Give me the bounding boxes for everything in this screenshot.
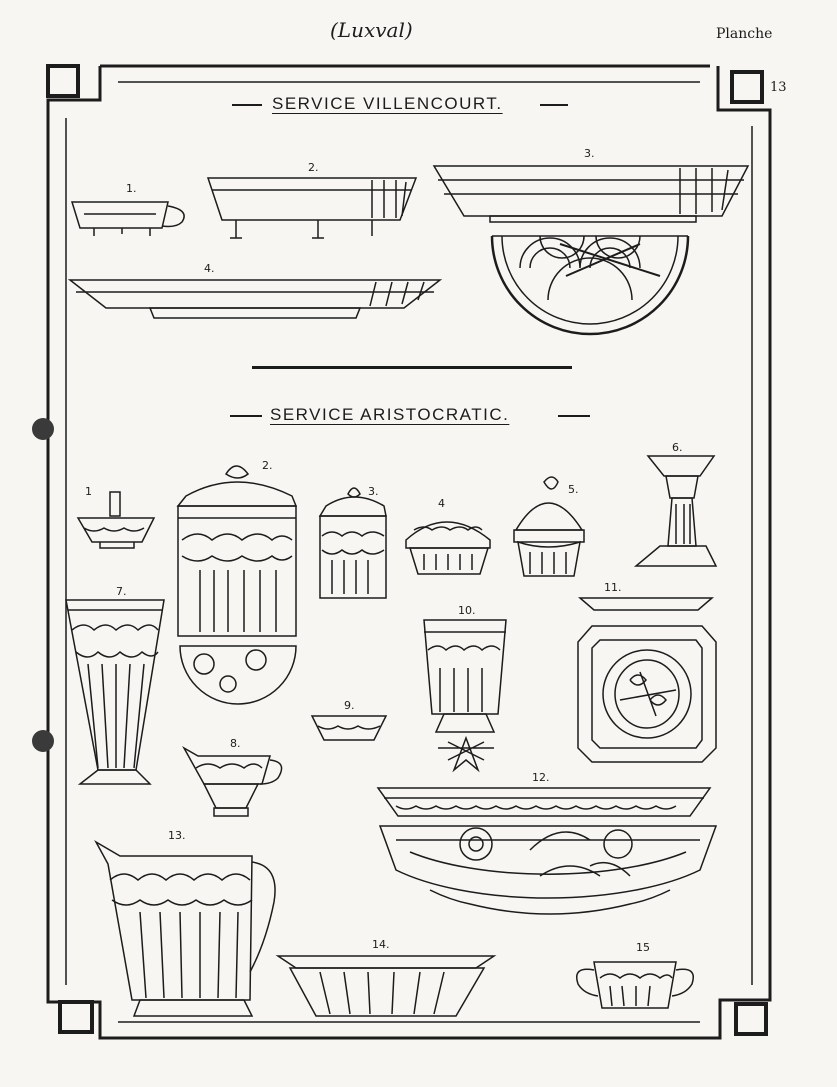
section-title-villencourt: SERVICE VILLENCOURT.: [272, 94, 503, 113]
item-number: 6.: [672, 441, 683, 454]
covered-jar-icon: [178, 466, 296, 704]
footed-goblet-icon: [424, 620, 506, 770]
item-number: 15: [636, 941, 650, 954]
small-dish-icon: [312, 716, 386, 740]
item-number: 4: [438, 497, 445, 510]
vase-icon: [66, 600, 164, 784]
item-number: 12.: [532, 771, 550, 784]
catalog-title: (Luxval): [330, 18, 413, 42]
item-number: 5.: [568, 483, 579, 496]
footed-bowl-icon: [208, 178, 416, 238]
oval-bowl-icon: [278, 956, 494, 1016]
item-number: 13.: [168, 829, 186, 842]
item-number: 7.: [116, 585, 127, 598]
item-number: 14.: [372, 938, 390, 951]
small-covered-jar-icon: [320, 485, 386, 598]
item-number: 3.: [584, 147, 595, 160]
platter-icon: [70, 280, 440, 318]
square-plate-icon: [578, 598, 716, 762]
planche-number: 13: [770, 80, 787, 95]
item-number: 11.: [604, 581, 622, 594]
planche-label: Planche: [716, 26, 773, 42]
covered-sugar-bowl-icon: [514, 477, 584, 576]
candlestick-icon: [636, 456, 716, 566]
pitcher-icon: [96, 842, 275, 1016]
item-number: 1.: [126, 182, 137, 195]
item-number: 8.: [230, 737, 241, 750]
item-number: 10.: [458, 604, 476, 617]
small-handled-dish-icon: [72, 202, 184, 236]
two-handled-cup-icon: [577, 962, 694, 1008]
item-number: 2.: [262, 459, 273, 472]
section-title-aristocratic: SERVICE ARISTOCRATIC.: [270, 405, 510, 424]
covered-box-icon: [406, 522, 490, 574]
basket-icon: [78, 492, 154, 548]
item-number: 1: [85, 485, 92, 498]
large-bowl-icon: [434, 166, 748, 334]
item-number: 4.: [204, 262, 215, 275]
item-number: 9.: [344, 699, 355, 712]
creamer-icon: [184, 748, 282, 816]
item-number: 2.: [308, 161, 319, 174]
oval-platter-icon: [378, 788, 716, 914]
item-number: 3.: [368, 485, 379, 498]
